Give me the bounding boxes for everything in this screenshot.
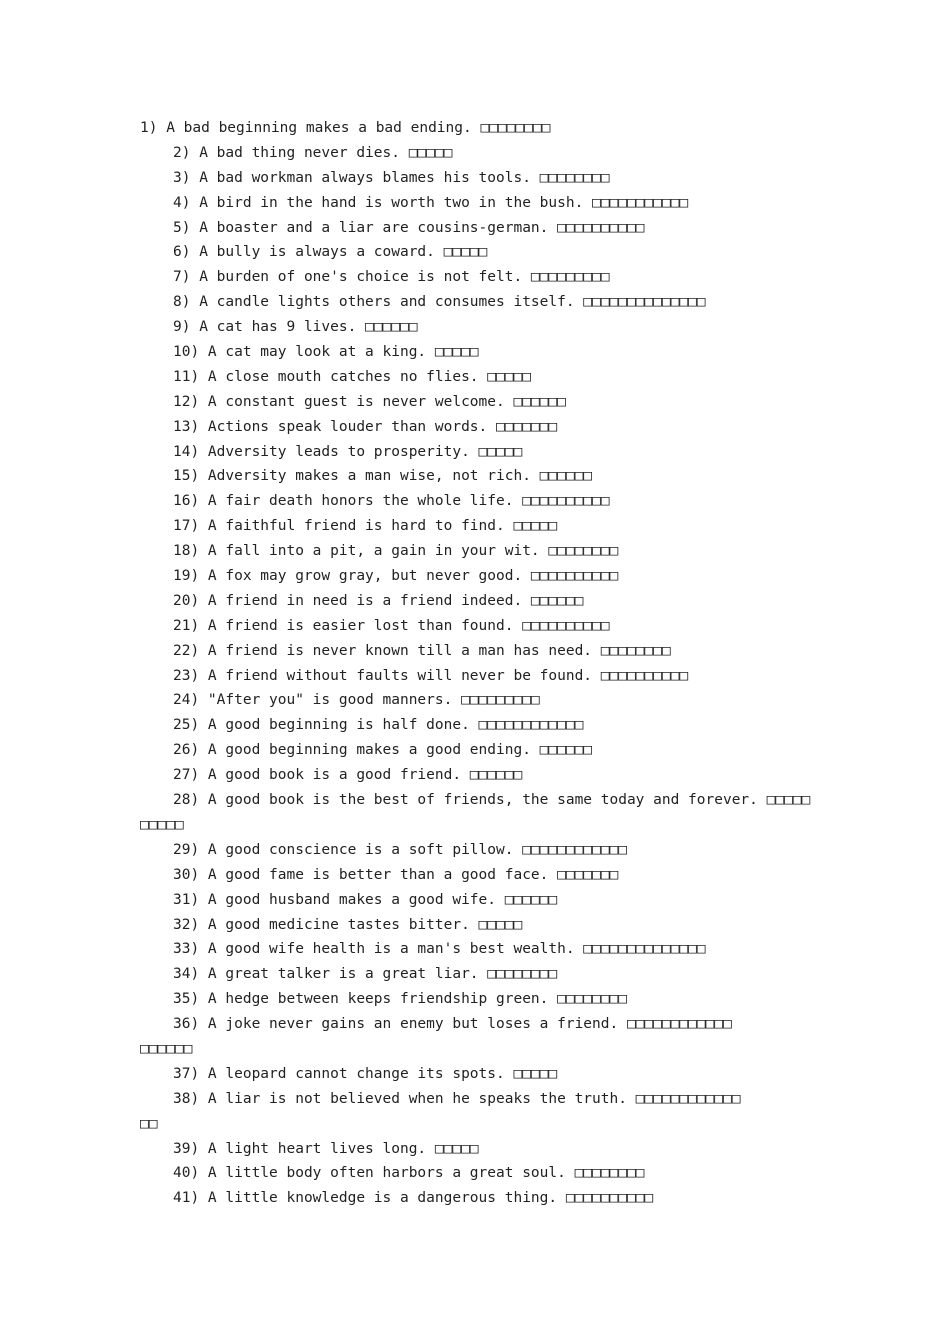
proverb-line: 14) Adversity leads to prosperity. □□□□□ [173, 443, 523, 460]
proverb-line: 30) A good fame is better than a good face. □□□□□□□ [173, 866, 619, 883]
proverb-line: 38) A liar is not believed when he speaks the truth. □□□□□□□□□□□□ [173, 1090, 741, 1107]
proverb-line: 16) A fair death honors the whole life. □□□□□□□□□□ [173, 493, 610, 510]
proverb-line: 25) A good beginning is half done. □□□□□□□□□□□□ [173, 717, 584, 734]
proverb-line: 33) A good wife health is a man's best wealth. □□□□□□□□□□□□□□ [173, 941, 706, 958]
proverb-line: 24) "After you" is good manners. □□□□□□□□□ [173, 692, 540, 709]
proverb-line: 27) A good book is a good friend. □□□□□□ [173, 767, 523, 784]
proverb-line: 29) A good conscience is a soft pillow. □□□□□□□□□□□□ [173, 841, 627, 858]
proverb-line: 21) A friend is easier lost than found. □□□□□□□□□□ [173, 617, 610, 634]
proverb-line-continuation: □□ [140, 1115, 158, 1132]
proverb-line: 4) A bird in the hand is worth two in the bush. □□□□□□□□□□□ [173, 194, 689, 211]
proverb-line: 10) A cat may look at a king. □□□□□ [173, 344, 479, 361]
proverb-line: 19) A fox may grow gray, but never good. □□□□□□□□□□ [173, 568, 619, 585]
proverb-list [140, 116, 811, 1211]
proverb-line: 39) A light heart lives long. □□□□□ [173, 1140, 479, 1157]
proverb-line: 6) A bully is always a coward. □□□□□ [173, 244, 488, 261]
proverb-line: 40) A little body often harbors a great soul. □□□□□□□□ [173, 1165, 645, 1182]
proverb-line: 17) A faithful friend is hard to find. □□□□□ [173, 518, 558, 535]
proverb-line: 35) A hedge between keeps friendship green. □□□□□□□□ [173, 991, 627, 1008]
proverb-line: 31) A good husband makes a good wife. □□□□□□ [173, 891, 558, 908]
proverb-line: 22) A friend is never known till a man has need. □□□□□□□□ [173, 642, 671, 659]
proverb-line: 2) A bad thing never dies. □□□□□ [173, 144, 453, 161]
proverb-line: 26) A good beginning makes a good ending. □□□□□□ [173, 742, 593, 759]
proverb-line: 32) A good medicine tastes bitter. □□□□□ [173, 916, 523, 933]
proverb-line: 23) A friend without faults will never be found. □□□□□□□□□□ [173, 667, 689, 684]
proverb-line: 13) Actions speak louder than words. □□□□□□□ [173, 418, 558, 435]
proverb-line: 12) A constant guest is never welcome. □□□□□□ [173, 393, 566, 410]
proverb-line: 3) A bad workman always blames his tools. □□□□□□□□ [173, 169, 610, 186]
proverb-line: 37) A leopard cannot change its spots. □□□□□ [173, 1065, 558, 1082]
proverb-line: 9) A cat has 9 lives. □□□□□□ [173, 319, 418, 336]
proverb-line: 7) A burden of one's choice is not felt. □□□□□□□□□ [173, 269, 610, 286]
proverb-line: 11) A close mouth catches no flies. □□□□□ [173, 368, 531, 385]
proverb-line: 36) A joke never gains an enemy but loses a friend. □□□□□□□□□□□□ [173, 1016, 732, 1033]
proverb-line-continuation: □□□□□□ [140, 1040, 193, 1057]
proverb-line: 28) A good book is the best of friends, the same today and forever. □□□□□ [173, 792, 811, 809]
proverb-line: 15) Adversity makes a man wise, not rich. □□□□□□ [173, 468, 593, 485]
proverb-line: 20) A friend in need is a friend indeed. □□□□□□ [173, 592, 584, 609]
proverb-line: 1) A bad beginning makes a bad ending. □□□□□□□□ [140, 120, 551, 136]
proverb-line: 8) A candle lights others and consumes itself. □□□□□□□□□□□□□□ [173, 294, 706, 311]
proverb-line: 5) A boaster and a liar are cousins-german. □□□□□□□□□□ [173, 219, 645, 236]
proverb-line: 18) A fall into a pit, a gain in your wit. □□□□□□□□ [173, 543, 619, 560]
proverb-line-continuation: □□□□□ [140, 816, 184, 833]
proverb-line: 41) A little knowledge is a dangerous thing. □□□□□□□□□□ [173, 1190, 654, 1207]
proverb-line: 34) A great talker is a great liar. □□□□□□□□ [173, 966, 558, 983]
